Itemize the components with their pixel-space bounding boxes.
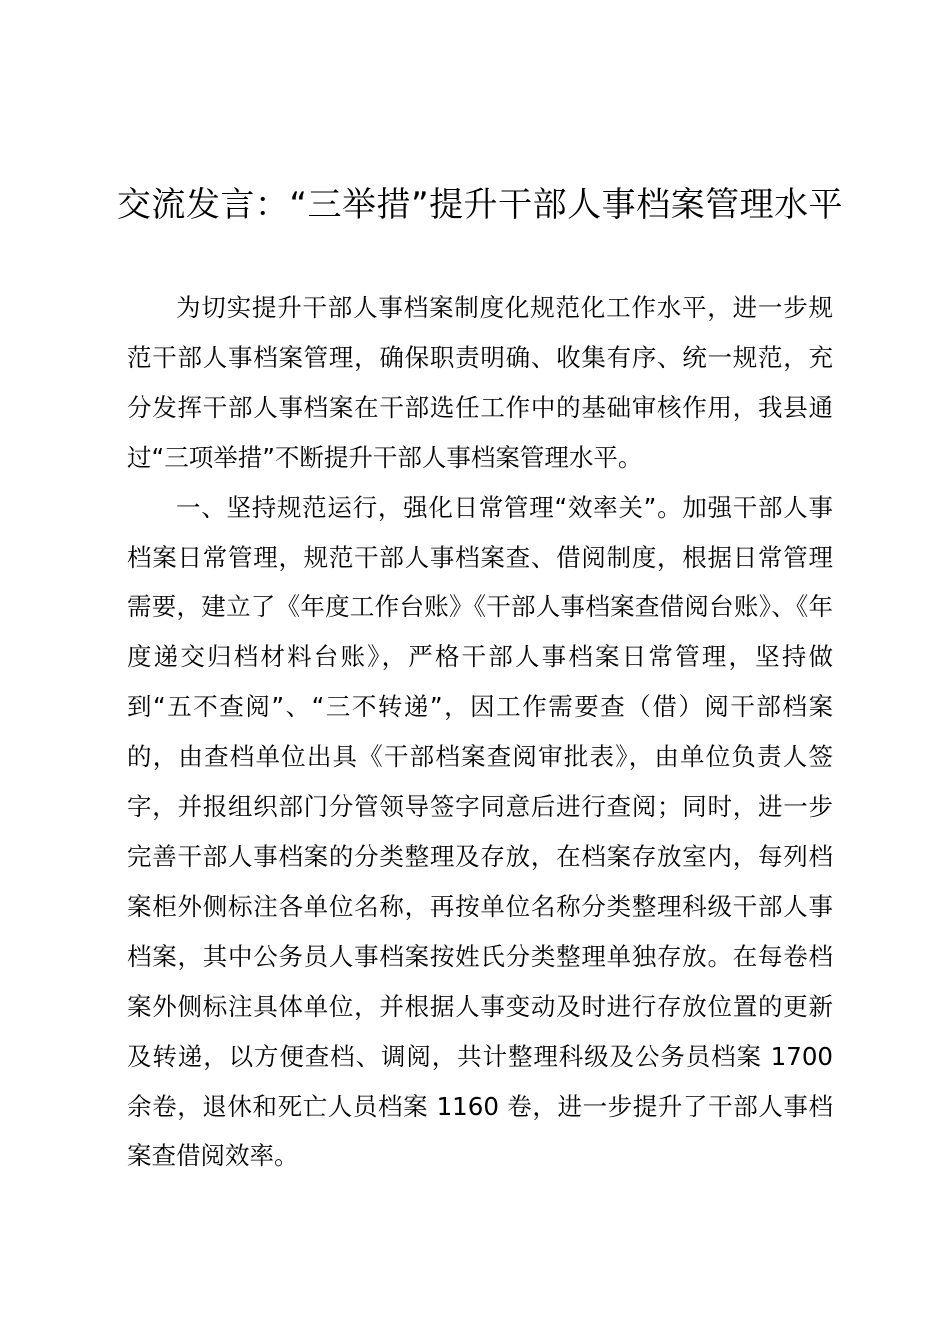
paragraph-measure-one: 一、坚持规范运行，强化日常管理“效率关”。加强干部人事档案日常管理，规范干部人事档案查、借阅制度，根据日常管理需要，建立了《年度工作台账》《干部人事档案查借阅台账》、《年度递交归档材料台账》，严格干部人事档案日常管理，坚持做到“五不查阅”、“三不转递”，因工作需要查（借）阅干部档案的，由查档单位出具《干部档案查阅审批表》，由单位负责人签字，并报组织部门分管领导签字同意后进行查阅；同时，进一步完善干部人事档案的分类整理及存放，在档案存放室内，每列档案柜外侧标注各单位名称，再按单位名称分类整理科级干部人事档案，其中公务员人事档案按姓氏分类整理单独存放。在每卷档案外侧标注具体单位，并根据人事变动及时进行存放位置的更新及转递，以方便查档、调阅，共计整理科级及公务员档案 1700 余卷，退休和死亡人员档案 1160 卷，进一步提升了干部人事档案查借阅效率。 bbox=[127, 492, 833, 1171]
paragraph-intro: 为切实提升干部人事档案制度化规范化工作水平，进一步规范干部人事档案管理，确保职责明确、收集有序、统一规范，充分发挥干部人事档案在干部选任工作中的基础审核作用，我县通过“三项举措”不断提升干部人事档案管理水平。 bbox=[127, 293, 833, 472]
document-body bbox=[127, 283, 833, 1181]
document-title: 交流发言：“三举措”提升干部人事档案管理水平 bbox=[116, 185, 844, 225]
